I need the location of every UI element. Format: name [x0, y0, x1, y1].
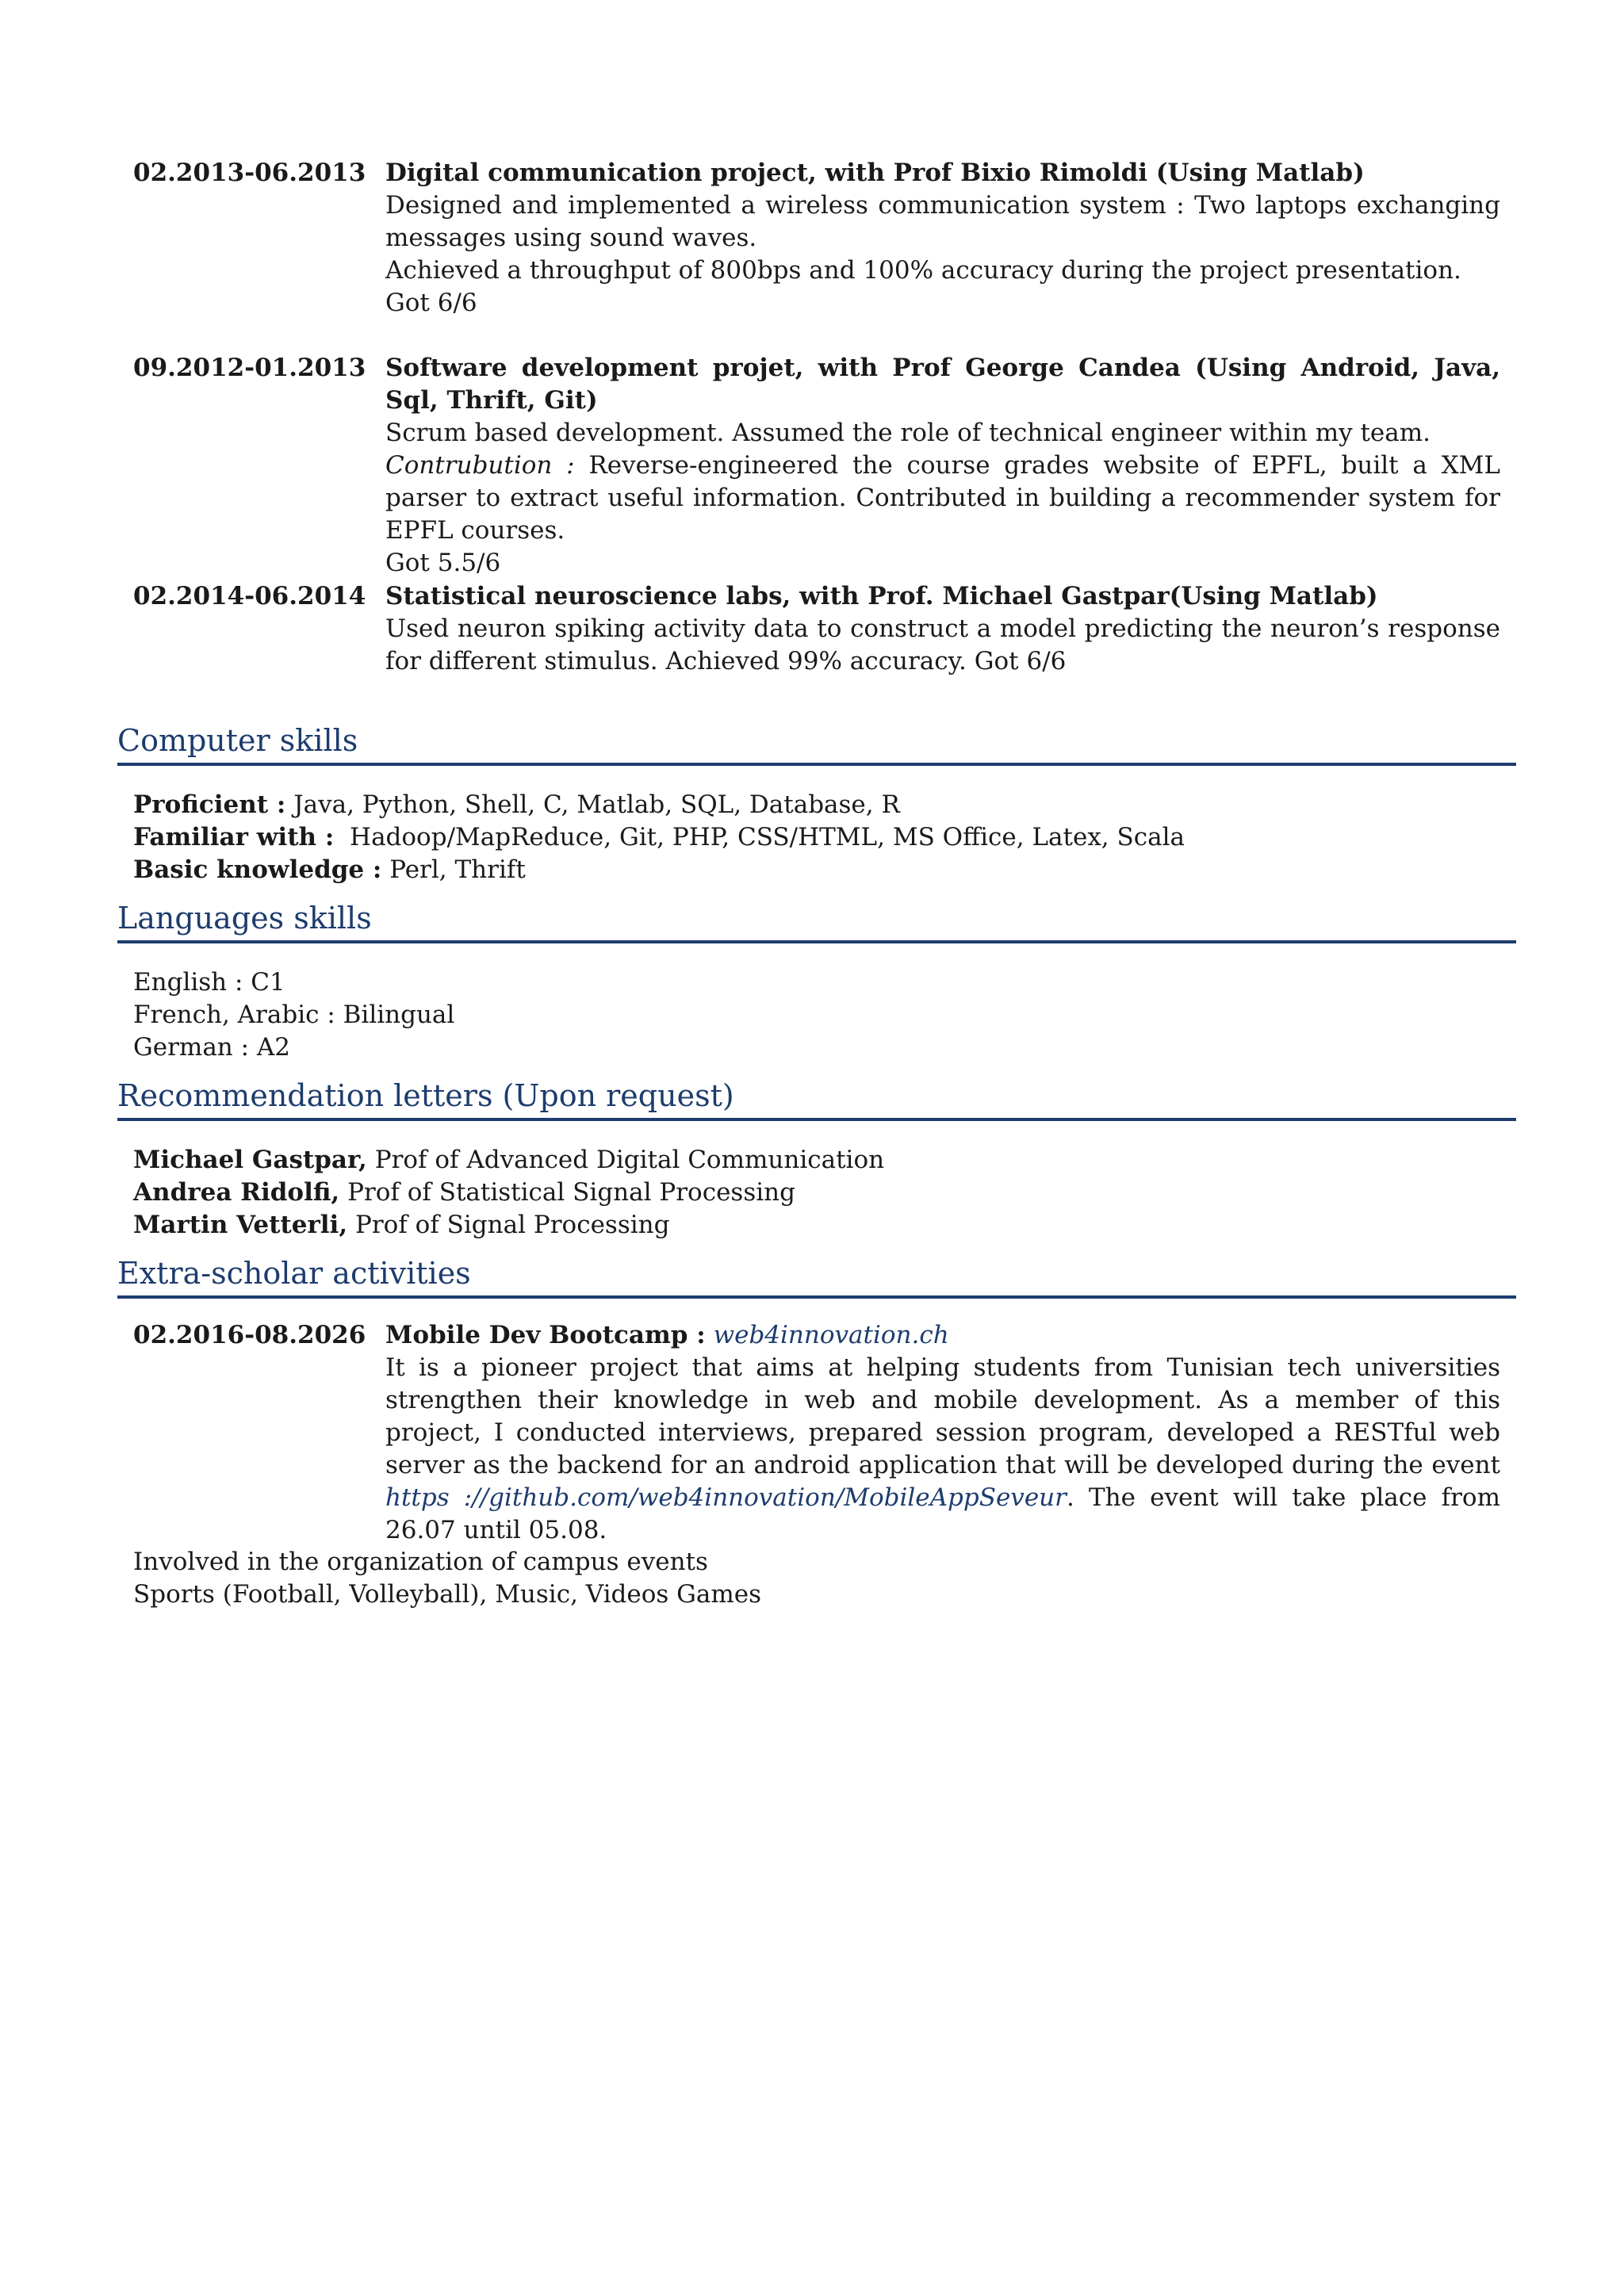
skill-label: Familiar with :: [133, 823, 335, 851]
activity-title: Mobile Dev Bootcamp :: [385, 1321, 706, 1349]
language-line: French, Arabic : Bilingual: [133, 1001, 455, 1029]
skill-value: Hadoop/MapReduce, Git, PHP, CSS/HTML, MS Office, Latex, Scala: [350, 823, 1185, 851]
section-extra-scholar: [117, 1254, 1516, 1299]
project-date: 02.2014-06.2014: [133, 582, 366, 610]
recommendation-line: [133, 1144, 1500, 1177]
section-heading: Computer skills: [117, 723, 358, 758]
section-computer-skills: [117, 721, 1516, 766]
language-line: English : C1: [133, 968, 285, 997]
recommender-role: Prof of Advanced Digital Communication: [374, 1146, 885, 1174]
project-achievement: Achieved a throughput of 800bps and 100% accuracy during the project presentation.: [385, 256, 1461, 285]
skill-line: [133, 789, 1500, 821]
project-body: [385, 580, 1500, 678]
recommendations-list: [133, 1144, 1500, 1242]
activity-title-line: [385, 1319, 1500, 1352]
project-body: [385, 157, 1500, 320]
recommendation-line: [133, 1177, 1500, 1209]
project-description: Scrum based development. Assumed the role of technical engineer within my team.: [385, 419, 1431, 447]
section-recommendations: [117, 1077, 1516, 1121]
languages-list: [133, 966, 1500, 1064]
section-heading: Languages skills: [117, 901, 372, 936]
project-title: Digital communication project, with Prof Bixio Rimoldi (Using Matlab): [385, 159, 1365, 187]
activity-text: It is a pioneer project that aims at helping students from Tunisian tech universities strengthen their knowledge in web and mobile development. As a member of this project, I conducted interviews, prepared session program, developed a RESTful web server as the backend for an android application that will be developed during the event: [385, 1353, 1500, 1479]
activity-body: [385, 1319, 1500, 1547]
activity-description: [385, 1352, 1500, 1547]
project-date: 02.2013-06.2013: [133, 159, 366, 187]
section-rule: [117, 763, 1516, 766]
recommender-name: Michael Gastpar,: [133, 1146, 367, 1174]
activity-line: Involved in the organization of campus events: [133, 1548, 708, 1576]
skill-line: [133, 854, 1500, 886]
recommendation-line: [133, 1209, 1500, 1242]
section-rule: [117, 940, 1516, 943]
skill-label: Proficient :: [133, 790, 286, 819]
project-date: 09.2012-01.2013: [133, 354, 366, 382]
skill-label: Basic knowledge :: [133, 855, 382, 884]
skill-line: [133, 821, 1500, 854]
activity-line: Sports (Football, Volleyball), Music, Videos Games: [133, 1580, 762, 1609]
activities-list: [133, 1546, 1500, 1611]
recommender-name: Andrea Ridolfi,: [133, 1178, 340, 1207]
skill-value: Java, Python, Shell, C, Matlab, SQL, Database, R: [293, 790, 900, 819]
section-heading: Recommendation letters (Upon request): [117, 1078, 734, 1113]
project-title: Statistical neuroscience labs, with Prof. Michael Gastpar(Using Matlab): [385, 582, 1378, 610]
activity-date: 02.2016-08.2026: [133, 1321, 366, 1349]
recommender-role: Prof of Signal Processing: [355, 1211, 670, 1239]
computer-skills-list: [133, 789, 1500, 886]
project-description: Used neuron spiking activity data to construct a model predicting the neuron’s response for different stimulus. Achieved 99% accuracy. Got 6/6: [385, 614, 1500, 675]
project-body: [385, 352, 1500, 580]
project-grade: Got 5.5/6: [385, 549, 501, 577]
activity-text-end: . The event will take place from 26.07 until 05.08.: [385, 1483, 1500, 1544]
project-description: Designed and implemented a wireless communication system : Two laptops exchanging messages using sound waves.: [385, 191, 1500, 252]
project-grade: Got 6/6: [385, 289, 477, 317]
activity-website-link[interactable]: web4innovation.ch: [713, 1321, 949, 1349]
project-contribution: [385, 450, 1500, 547]
section-rule: [117, 1295, 1516, 1299]
language-line: German : A2: [133, 1033, 291, 1062]
contribution-label: Contrubution :: [385, 451, 575, 480]
section-heading: Extra-scholar activities: [117, 1256, 471, 1291]
section-rule: [117, 1118, 1516, 1121]
recommender-role: Prof of Statistical Signal Processing: [347, 1178, 795, 1207]
contribution-text: Reverse-engineered the course grades website of EPFL, built a XML parser to extract useful information. Contributed in building a recommender system for EPFL courses.: [385, 451, 1500, 545]
skill-value: Perl, Thrift: [389, 855, 526, 884]
section-languages: [117, 899, 1516, 943]
github-link[interactable]: https ://github.com/web4innovation/MobileAppSeveur: [385, 1483, 1067, 1512]
recommender-name: Martin Vetterli,: [133, 1211, 348, 1239]
project-title: Software development projet, with Prof George Candea (Using Android, Java, Sql, Thrift, Git): [385, 354, 1500, 415]
